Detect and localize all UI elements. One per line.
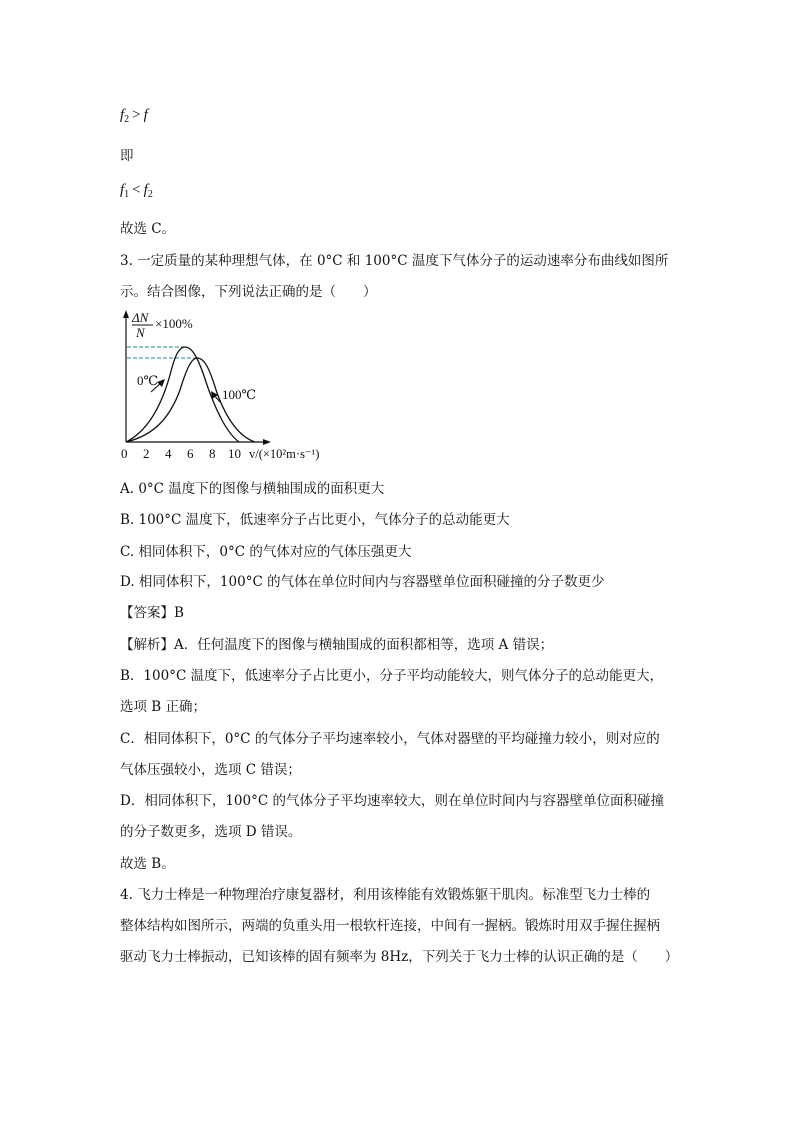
curve-label-0c: 0℃ <box>137 373 159 388</box>
x-axis-arrow <box>263 439 271 445</box>
q3-answer: 【答案】B <box>120 605 184 621</box>
q3-option-a: A. 0°C 温度下的图像与横轴围成的面积更大 <box>120 481 385 497</box>
word-ji: 即 <box>120 148 134 164</box>
q3-conclusion: 故选 B。 <box>120 856 175 872</box>
formula-f2-gt-f: $f_2 > f$ <box>120 107 148 125</box>
q3-option-d: D. 相同体积下，100°C 的气体在单位时间内与容器壁单位面积碰撞的分子数更少 <box>120 574 605 590</box>
q3-option-b: B. 100°C 温度下，低速率分子占比更小，气体分子的总动能更大 <box>120 512 510 528</box>
q3-analysis-c2: 气体压强较小，选项 C 错误； <box>120 762 301 778</box>
q3-analysis-d1: D．相同体积下，100°C 的气体分子平均速率较大，则在单位时间内与容器壁单位面积碰撞 <box>120 793 664 809</box>
y-axis-arrow <box>123 310 129 318</box>
q3-analysis-d2: 的分子数更多，选项 D 错误。 <box>120 824 302 840</box>
q4-line2: 整体结构如图所示，两端的负重头用一根软杆连接，中间有一握柄。锻炼时用双手握住握柄 <box>120 918 660 934</box>
y-label-numerator: ΔN <box>132 310 149 325</box>
x-axis-label: v/(×10²m·s⁻¹) <box>249 447 320 461</box>
q3-analysis-c1: C．相同体积下，0°C 的气体分子平均速率较小，气体对器壁的平均碰撞力较小，则对应的 <box>120 731 660 747</box>
x-tick-10: 10 <box>228 446 241 461</box>
q3-analysis-b1: B．100°C 温度下，低速率分子占比更小，分子平均动能较大，则气体分子的总动能更大， <box>120 668 664 684</box>
x-tick-8: 8 <box>209 446 216 461</box>
velocity-distribution-figure <box>115 305 345 465</box>
q3-analysis-a: 【解析】A．任何温度下的图像与横轴围成的面积都相等，选项 A 错误； <box>120 637 554 653</box>
q3-option-c: C. 相同体积下，0°C 的气体对应的气体压强更大 <box>120 544 412 560</box>
q4-line3: 驱动飞力士棒振动，已知该棒的固有频率为 8Hz，下列关于飞力士棒的认识正确的是（ ） <box>120 949 679 965</box>
curve-label-100c: 100℃ <box>222 387 257 402</box>
y-label-denominator: N <box>136 325 145 340</box>
x-tick-6: 6 <box>187 446 194 461</box>
x-tick-2: 2 <box>143 446 150 461</box>
x-tick-4: 4 <box>165 446 172 461</box>
q4-line1: 4. 飞力士棒是一种物理治疗康复器材，利用该棒能有效锻炼躯干肌肉。标准型飞力士棒的 <box>120 887 651 903</box>
q3-stem-line1: 3. 一定质量的某种理想气体，在 0°C 和 100°C 温度下气体分子的运动速率分布曲线如图所 <box>120 253 669 269</box>
conclusion-c: 故选 C。 <box>120 221 176 237</box>
q3-analysis-b2: 选项 B 正确； <box>120 699 207 715</box>
y-label-suffix: ×100% <box>155 316 193 331</box>
q3-stem-line2: 示。结合图像，下列说法正确的是（ ） <box>120 284 377 300</box>
x-tick-0: 0 <box>121 446 128 461</box>
formula-f1-lt-f2: $f_1 < f_2$ <box>120 182 153 200</box>
